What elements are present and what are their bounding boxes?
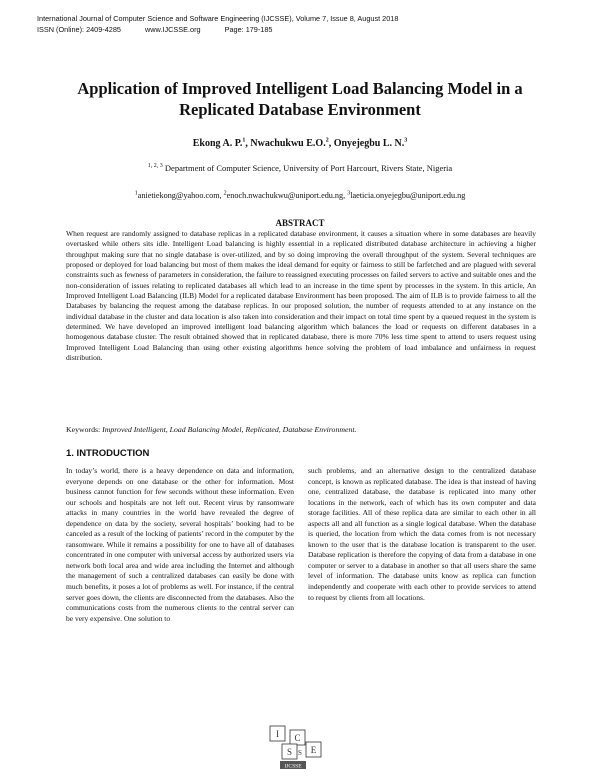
email-3-sup: 3 [347, 190, 351, 197]
author-2-sup: 2 [325, 137, 329, 144]
email-list: $^1$anietiekong@yahoo.com, $^2$enoch.nwachukwu@uniport.edu.ng, $^3$laeticia.onyejegbu@uniport.edu.ng [134, 190, 466, 200]
email-1[interactable]: anietiekong@yahoo.com [137, 191, 220, 200]
author-3-sup: 3 [404, 137, 408, 144]
intro-column-right: such problems, and an alternative design to the centralized database concept, is known as replicated database. The idea is that instead of having one, centralized database, the database is replicated into many other locations in the network, each of which has its own computer and data storage facilities. All of these replica data are similar to each other in all aspects all and all function as a single logical database. When the database is queried, the location from which the data comes from is not necessary known to the user that is the database location is transparent to the user. Database replication is therefore the copying of data from a database in one computer or server to a database in another so that all users share the same level of information. The database units know as replica can function independently and cooperate with each other to provide services to attend to request by clients from all locations. [308, 466, 536, 602]
page-range: Page: 179-185 [224, 25, 273, 34]
title-line-2: Replicated Database Environment [179, 100, 421, 119]
running-header [37, 13, 577, 35]
logo-letter-4: S [298, 749, 302, 757]
logo-letter-2: C [294, 733, 301, 743]
email-2-sup: 2 [223, 190, 227, 197]
issn: ISSN (Online): 2409-4285 [37, 25, 121, 34]
affiliation [40, 163, 560, 173]
author-1-sup: 1 [242, 137, 246, 144]
abstract-body: When request are randomly assigned to database replicas in a replicated database environment, it causes a situation where in some databases are heavily overtasked while others sits idle. Intelligent Load balancing is highly essential in a replicated distributed database architecture in achieving a higher throughput making sure that no single database is over-utilized, and by so doing improving the overall throughput of the system. Several techniques are proposed or deployed for load balancing but most of them makes the ideal demand for equity or fairness to still be farfetched and are plagued with several constraints such as fewness of parameters in consideration, the failure to reassigned executing processes on failed servers to active and suitable ones and the non-consideration of issues relating to replicated databases all which lead to an increase in the time spent by processes in the system. In this article, An Improved Intelligent Load Balancing (ILB) Model for a replicated database Environment has been proposed. The aim of ILB is to provide fairness to all the Databases by balancing the request among the database replicas. In our proposed solution, the number of requests attended to at any instance on the individual database in the cluster and data location is also taken into consideration and their impact on total time spent by a queued request in the system is determined. We have developed an improved intelligent load balancing algorithm which balances the load or requests on different databases in a homogenous database cluster. The result obtained showed that in replicated database, there is more 70% less time spent to attend to users request using Improved Intelligent Load Balancing than using other existing algorithms hence solving the problem of load imbalance and unfairness in request distribution. [66, 229, 536, 363]
author-list: Ekong A. P.$^1$, Nwachukwu E.O.$^2$, Onyejegbu L. N.$^3$ [192, 137, 408, 149]
journal-line: International Journal of Computer Science and Software Engineering (IJCSSE), Volume 7, Issue 8, August 2018 [37, 14, 399, 23]
email-2[interactable]: enoch.nwachukwu@uniport.edu.ng [226, 191, 344, 200]
logo-letter-1: I [276, 729, 279, 739]
journal-logo [268, 724, 328, 770]
intro-column-left: In today’s world, there is a heavy dependence on data and information, everyone depends on one database or the other for information. Most business cannot function for few seconds without these information. Even our schools and hospitals are not left out. Recent virus by ransomware attacks in many countries in the world have revealed the degree of dependence on data by the society, several hospitals’ booking had to be canceled as a result of the locking of patients’ record in the computer by the ransomware. While it remains a possibility for one to have all of databases concentrated in one computer with universal access by authorized users via network both local area and wide area including the Internet and although the management of such a centralized databases can easily be done with much benefits, it poses a lot of problems as well. For instance, if the central server goes down, the clients are disconnected from the databases. Also the communications costs from the numerous clients to the central server can be very expensive. One solution to [66, 466, 294, 623]
abstract-heading: ABSTRACT [275, 218, 325, 228]
affiliation-sup: 1, 2, 3 [147, 163, 163, 170]
keywords [66, 425, 536, 434]
journal-website: www.IJCSSE.org [145, 25, 201, 34]
author-3: Onyejegbu L. N. [333, 138, 405, 149]
logo-letter-3: S [286, 747, 293, 757]
keywords-label: Keywords: [66, 425, 101, 434]
title-line-1: Application of Improved Intelligent Load Balancing Model in a [77, 79, 523, 98]
author-1: Ekong A. P. [192, 138, 243, 149]
email-1-sup: 1 [134, 190, 138, 197]
email-3[interactable]: laeticia.onyejegbu@uniport.edu.ng [350, 191, 466, 200]
section-heading-introduction: 1. INTRODUCTION [66, 448, 150, 459]
keywords-terms: Improved Intelligent, Load Balancing Model, Replicated, Database Environment. [102, 425, 357, 434]
logo-caption: IJCSSE [284, 763, 302, 770]
affiliation-text: Department of Computer Science, University of Port Harcourt, Rivers State, Nigeria [164, 163, 453, 173]
paper-title [40, 78, 560, 120]
logo-letter-5: E [310, 745, 317, 755]
author-2: Nwachukwu E.O. [250, 138, 326, 149]
